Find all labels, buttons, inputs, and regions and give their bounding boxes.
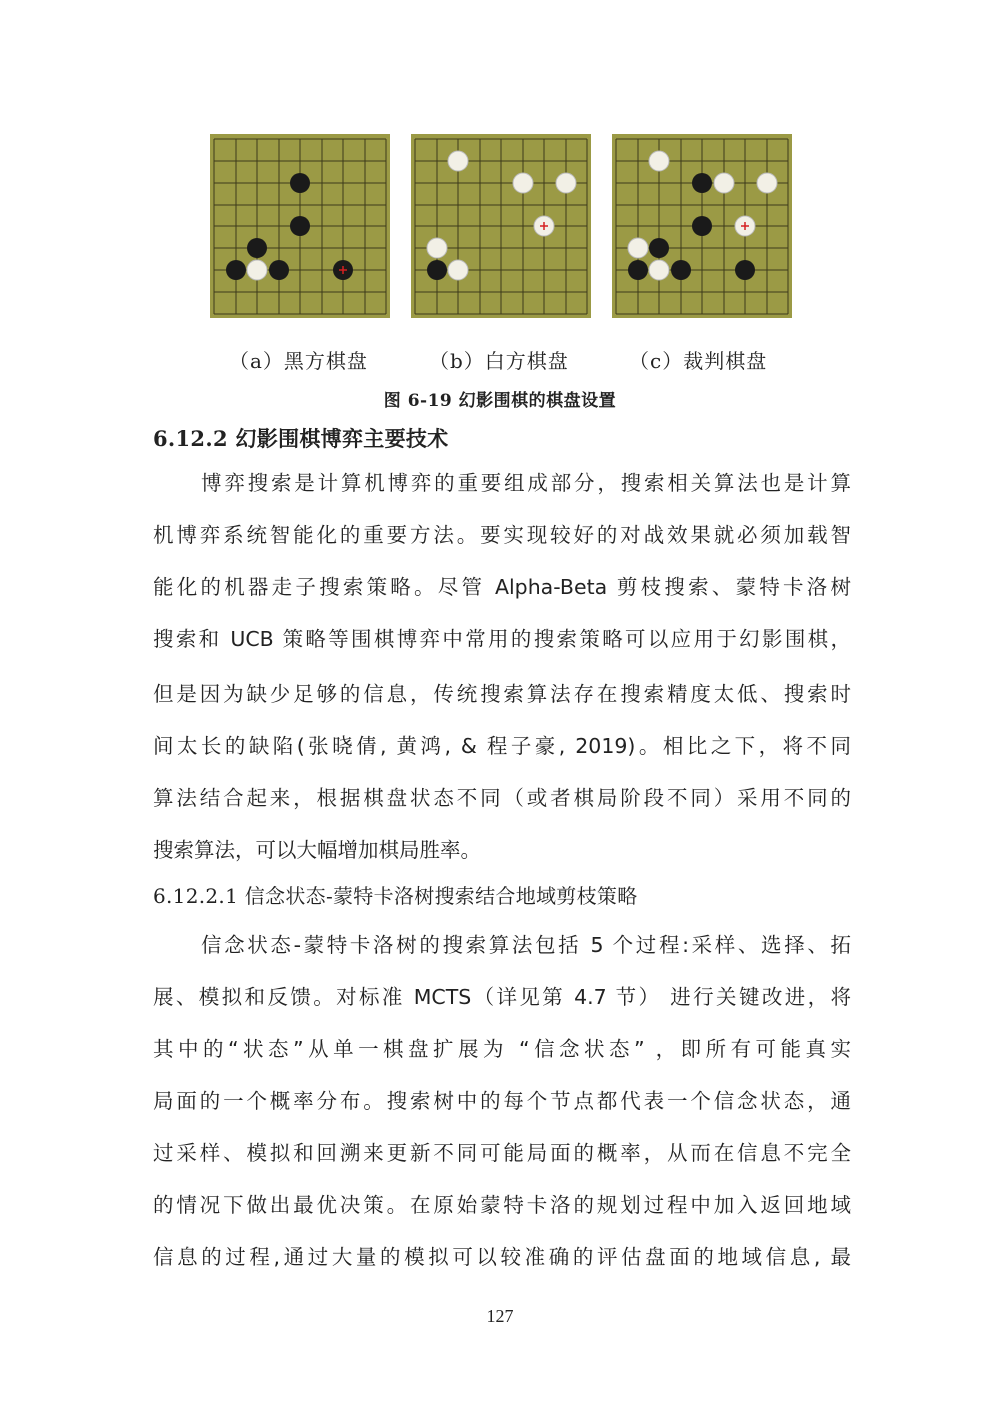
white-board [411, 134, 591, 318]
paragraph-line: 间太长的缺陷(张晓倩, 黄鸿, & 程子豪, 2019)。相比之下，将不同 [153, 734, 851, 758]
go-boards-figure [210, 134, 792, 318]
paragraph-line: 局面的一个概率分布。搜索树中的每个节点都代表一个信念状态，通 [153, 1089, 851, 1113]
paragraph-line: 的情况下做出最优决策。在原始蒙特卡洛的规划过程中加入返回地域 [153, 1193, 851, 1217]
paragraph-line: 展、模拟和反馈。对标准 MCTS（详见第 4.7 节） 进行关键改进，将 [153, 985, 851, 1009]
caption-white-board: （b）白方棋盘 [429, 349, 569, 373]
paragraph-line: 过采样、模拟和回溯来更新不同可能局面的概率，从而在信息不完全 [153, 1141, 851, 1165]
paragraph-line: 搜索算法，可以大幅增加棋局胜率。 [153, 838, 481, 862]
paragraph-line: 信息的过程,通过大量的模拟可以较准确的评估盘面的地域信息, 最 [153, 1245, 851, 1269]
board-captions [0, 345, 1000, 375]
paragraph-line: 但是因为缺少足够的信息，传统搜索算法存在搜索精度太低、搜索时 [153, 682, 851, 706]
caption-black-board: （a）黑方棋盘 [229, 349, 368, 373]
paragraph-line: 能化的机器走子搜索策略。尽管 Alpha-Beta 剪枝搜索、蒙特卡洛树 [153, 575, 851, 599]
white-board-image [411, 134, 591, 318]
section-heading: 6.12.2 幻影围棋博弈主要技术 [153, 426, 449, 451]
figure-title: 图 6-19 幻影围棋的棋盘设置 [383, 391, 617, 411]
referee-board-image [612, 134, 792, 318]
page-number: 127 [486, 1306, 514, 1326]
paragraph-line: 信念状态-蒙特卡洛树的搜索算法包括 5 个过程:采样、选择、拓 [201, 933, 851, 957]
subsection-heading: 6.12.2.1 信念状态-蒙特卡洛树搜索结合地域剪枝策略 [153, 884, 638, 908]
paragraph-line: 搜索和 UCB 策略等围棋博弈中常用的搜索策略可以应用于幻影围棋， [153, 627, 851, 651]
paragraph-line: 机博弈系统智能化的重要方法。要实现较好的对战效果就必须加载智 [153, 523, 851, 547]
black-board-image [210, 134, 390, 318]
black-board [210, 134, 390, 318]
caption-referee-board: （c）裁判棋盘 [629, 349, 768, 373]
paragraph-line: 博弈搜索是计算机博弈的重要组成部分，搜索相关算法也是计算 [201, 471, 851, 495]
paragraph-line: 其中的“状态”从单一棋盘扩展为 “信念状态” ，即所有可能真实 [153, 1037, 851, 1061]
paragraph-line: 算法结合起来，根据棋盘状态不同（或者棋局阶段不同）采用不同的 [153, 786, 851, 810]
referee-board [612, 134, 792, 318]
